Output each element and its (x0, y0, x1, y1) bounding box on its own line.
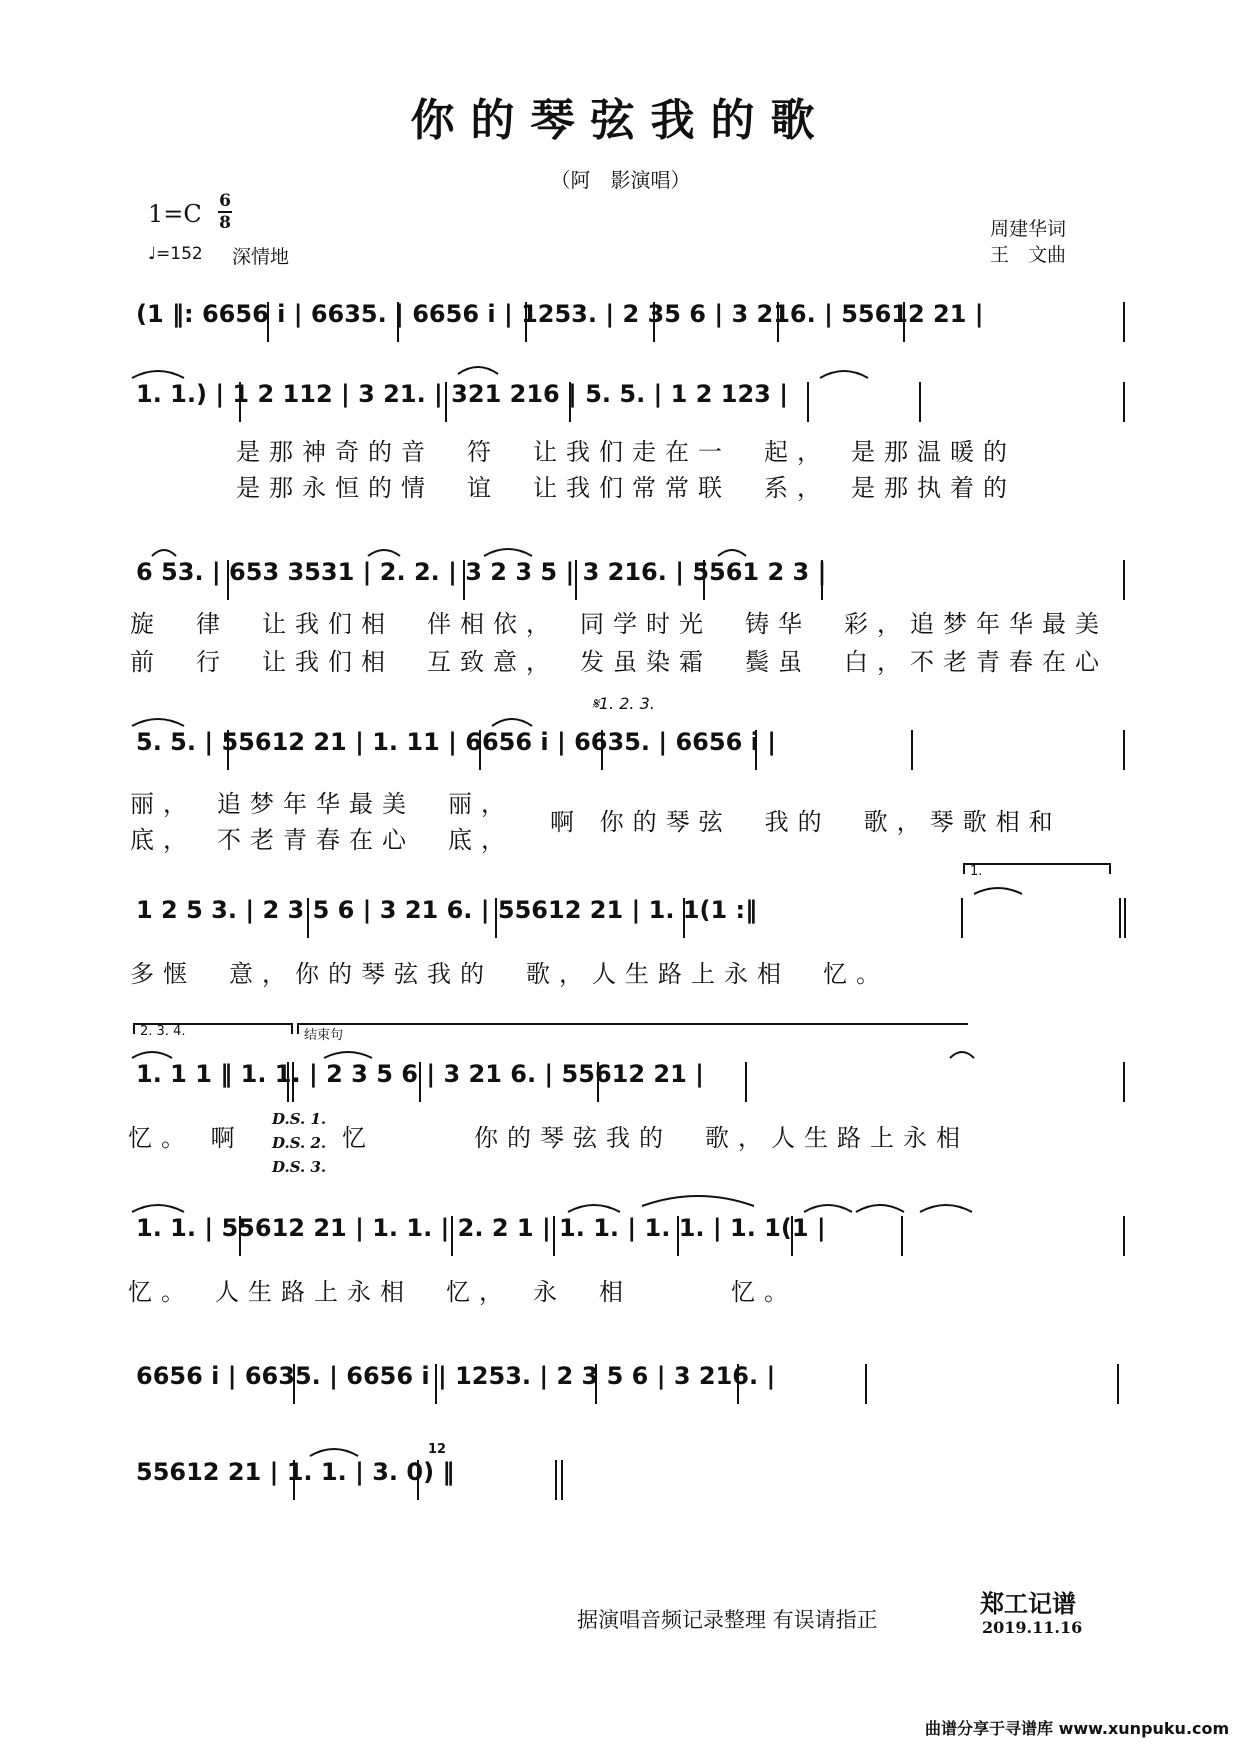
performer-note: （阿 影演唱） (550, 168, 691, 192)
time-signature (218, 192, 232, 232)
transcriber-brand: 郑工记谱 (980, 1590, 1076, 1618)
coda-label: 结束句 (304, 1028, 344, 1043)
segno-mark: 𝄋1. 2. 3. (592, 694, 655, 713)
site-watermark[interactable]: 曲谱分享于寻谱库 www.xunpuku.com (925, 1719, 1230, 1738)
lyric-ending: 忆。 啊 (128, 1124, 244, 1152)
breath-mark: 12 (428, 1442, 447, 1457)
score-system-5 (128, 864, 1128, 956)
score-system-8 (128, 1360, 1128, 1422)
meter-top: 6 (219, 191, 231, 211)
song-title: 你的琴弦我的歌 (410, 95, 831, 146)
score-system-7 (128, 1212, 1128, 1274)
notation-line: 55612 21 | 1. 1. | 3. 0) ‖ (136, 1458, 455, 1486)
dal-segno-1: D.S. 1. (272, 1110, 327, 1128)
dal-segno-3: D.S. 3. (272, 1158, 327, 1176)
score-system-9 (128, 1442, 1128, 1518)
key-signature: 1=C (148, 200, 202, 228)
notation-line: 6656 i | 6635. | 6656 i | 1253. | 2 3 5 6 | 3 216. | (136, 1362, 776, 1390)
score-system-1 (128, 298, 1128, 360)
lyric-verse-2: 前 行 让我们相 互致意， 发虽染霜 鬓虽 白，不老青春在心 (130, 648, 1108, 676)
tempo-mark: ♩=152 (148, 244, 203, 264)
dal-segno-2: D.S. 2. (272, 1134, 327, 1152)
transcription-note: 据演唱音频记录整理 有误请指正 (577, 1608, 878, 1632)
volta-first-ending: 1. (970, 864, 983, 879)
lyric-line: 忆。 人生路上永相 忆， 永 相 忆。 (128, 1278, 797, 1306)
transcription-date: 2019.11.16 (982, 1618, 1083, 1637)
lyric-verse-2: 是那永恒的情 谊 让我们常常联 系， 是那执着的 (236, 474, 1016, 502)
lyric-verse-1: 是那神奇的音 符 让我们走在一 起， 是那温暖的 (236, 438, 1016, 466)
lyric-chorus: 啊 你的琴弦 我的 歌，琴歌相和 (550, 808, 1062, 836)
composer-credit: 王 文曲 (990, 244, 1067, 266)
notation-line: 1. 1. | 55612 21 | 1. 1. | 2. 2 1 | 1. 1. | 1. 1. | 1. 1(1 | (136, 1214, 826, 1242)
lyric-verse-1: 丽， 追梦年华最美 丽， (130, 790, 514, 818)
lyric-line: 多惬 意，你的琴弦我的 歌，人生路上永相 忆。 (130, 960, 889, 988)
lyric-verse-1: 旋 律 让我们相 伴相依， 同学时光 铸华 彩，追梦年华最美 (130, 610, 1108, 638)
notation-line: 1. 1.) | 1 2 112 | 3 21. | 321 216 | 5. 5. | 1 2 123 | (136, 380, 788, 408)
notation-line: (1 ‖: 6656 i | 6635. | 6656 i | 1253. | 2 35 6 | 3 216. | 55612 21 | (136, 300, 984, 328)
notation-line: 1 2 5 3. | 2 3 5 6 | 3 21 6. | 55612 21 | 1. 1(1 :‖ (136, 896, 758, 924)
volta-later-endings: 2. 3. 4. (140, 1024, 186, 1039)
notation-line: 5. 5. | 55612 21 | 1. 11 | 6656 i | 6635. | 6656 i | (136, 728, 776, 756)
expression-mark: 深情地 (232, 246, 290, 268)
score-system-4 (128, 726, 1128, 788)
notation-line: 1. 1 1 ‖ 1. 1. | 2 3 5 6 | 3 21 6. | 55612 21 | (136, 1060, 704, 1088)
lyricist-credit: 周建华词 (990, 218, 1067, 240)
lyric-verse-2: 底， 不老青春在心 底， (130, 826, 514, 854)
lyric-line: 忆 你的琴弦我的 歌，人生路上永相 (342, 1124, 969, 1152)
score-system-2 (128, 378, 1128, 440)
meter-bottom: 8 (219, 213, 231, 233)
notation-line: 6 53. | 653 3531 | 2. 2. | 3 2 3 5 | 3 216. | 5561 2 3 | (136, 558, 827, 586)
